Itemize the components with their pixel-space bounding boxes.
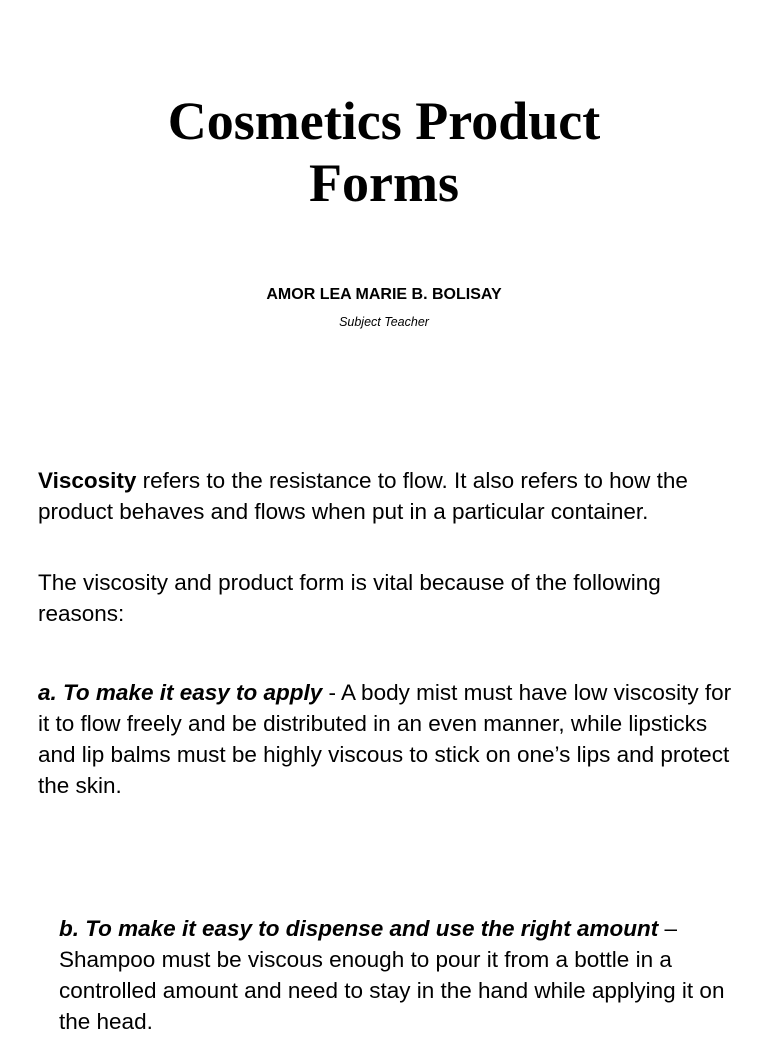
- slide-title-line-1: Cosmetics Product: [167, 91, 601, 151]
- author-name: AMOR LEA MARIE B. BOLISAY: [266, 286, 502, 303]
- viscosity-definition-paragraph: [38, 465, 738, 527]
- reason-b-text: – Shampoo must be viscous enough to pour it from a bottle in a controlled amount and need to stay in the hand while applying it on the head.: [59, 916, 725, 1034]
- author-role: Subject Teacher: [339, 315, 429, 329]
- reason-b-paragraph: [59, 913, 739, 1037]
- slide-title: [0, 90, 768, 214]
- reason-a-text: - A body mist must have low viscosity for it to flow freely and be distributed in an even manner, while lipsticks and lip balms must be highly viscous to stick on one’s lips and protect the skin.: [38, 680, 732, 798]
- slide-title-line-2: Forms: [309, 153, 459, 213]
- importance-intro-paragraph: The viscosity and product form is vital because of the following reasons:: [38, 570, 661, 626]
- reason-b-heading: b. To make it easy to dispense and use the right amount: [59, 916, 659, 941]
- reason-a-heading: a. To make it easy to apply: [38, 680, 323, 705]
- reason-a-paragraph: [38, 677, 738, 801]
- viscosity-term: Viscosity: [38, 468, 137, 493]
- viscosity-definition-text: refers to the resistance to flow. It also refers to how the product behaves and flows when put in a particular container.: [38, 468, 688, 524]
